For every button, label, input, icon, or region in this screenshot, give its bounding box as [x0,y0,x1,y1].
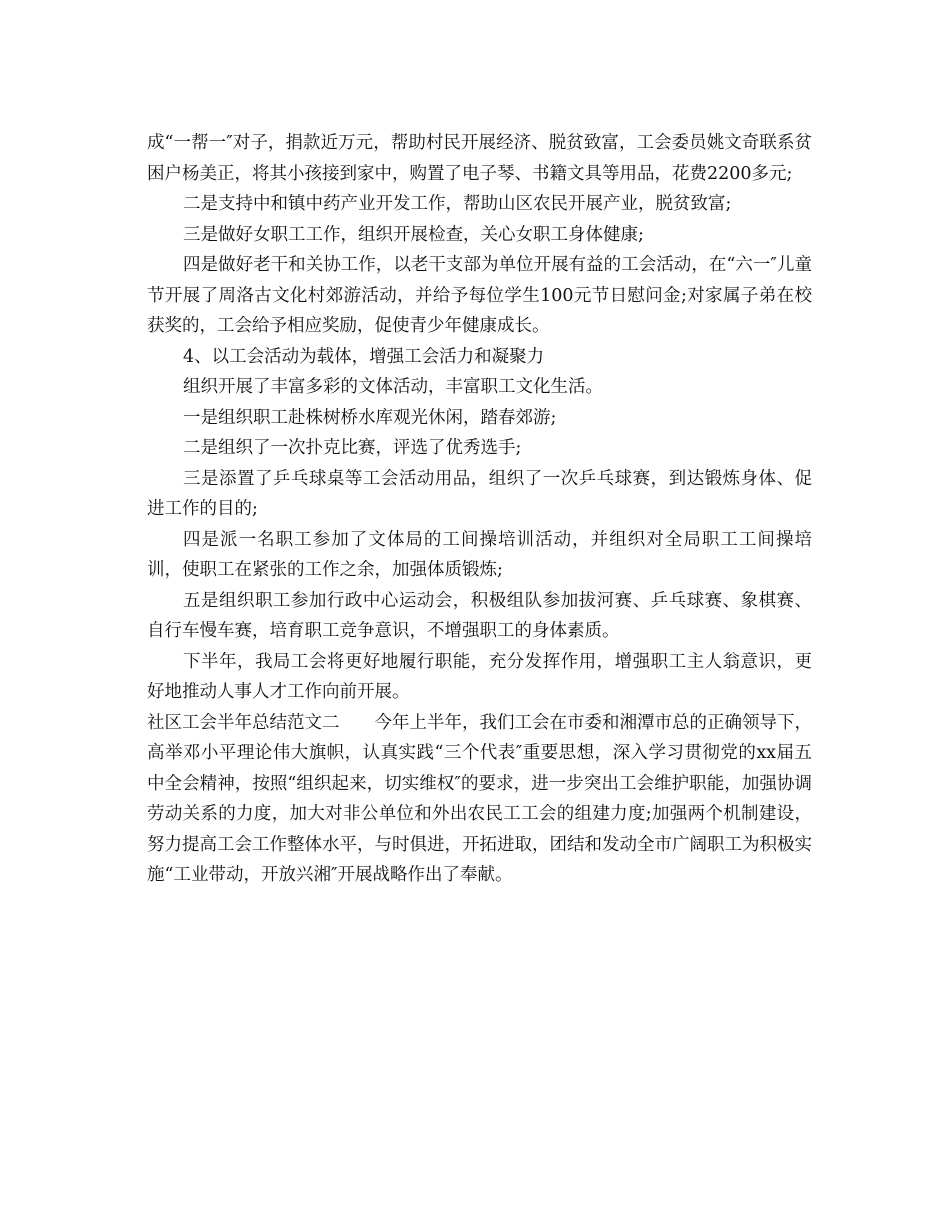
paragraph-12: 下半年，我局工会将更好地履行职能，充分发挥作用，增强职工主人翁意识，更好地推动人事人才工作向前开展。 [147,651,812,702]
paragraph-9: 三是添置了乒乓球桌等工会活动用品，组织了一次乒乓球赛，到达锻炼身体、促进工作的目的; [147,468,812,519]
paragraph-8: 二是组织了一次扑克比赛，评选了优秀选手; [183,438,522,458]
section-heading-4: 4、以工会活动为载体，增强工会活力和凝聚力 [183,346,545,367]
paragraph-13: 社区工会半年总结范文二 今年上半年，我们工会在市委和湘潭市总的正确领导下，高举邓小平理论伟大旗帜，认真实践“三个代表″重要思想，深入学习贯彻党的xx届五中全会精神，按照“组织起来，切实维权″的要求，进一步突出工会维护职能，加强协调劳动关系的力度，加大对非公单位和外出农民工工会的组建力度;加强两个机制建设，努力提高工会工作整体水平，与时俱进，开拓进取，团结和发动全市广阔职工为积极实施“工业带动，开放兴湘″开展战略作出了奉献。 [147,712,812,885]
document-body [147,128,812,891]
paragraph-7: 一是组织职工赴株树桥水库观光休闲，踏春郊游; [183,407,557,428]
paragraph-6: 组织开展了丰富多彩的文体活动，丰富职工文化生活。 [183,377,603,397]
paragraph-11: 五是组织职工参加行政中心运动会，积极组队参加拔河赛、乒乓球赛、象棋赛、自行车慢车赛，培育职工竞争意识，不增强职工的身体素质。 [147,590,812,641]
paragraph-2: 二是支持中和镇中药产业开发工作，帮助山区农民开展产业，脱贫致富; [183,194,732,214]
paragraph-3: 三是做好女职工工作，组织开展检查，关心女职工身体健康; [183,224,644,245]
paragraph-4: 四是做好老干和关协工作，以老干支部为单位开展有益的工会活动，在“六一″儿童节开展了周洛古文化村郊游活动，并给予每位学生100元节日慰问金;对家属子弟在校获奖的，工会给予相应奖励，促使青少年健康成长。 [147,255,812,336]
paragraph-1: 成“一帮一″对子，捐款近万元，帮助村民开展经济、脱贫致富，工会委员姚文奇联系贫困户杨美正，将其小孩接到家中，购置了电子琴、书籍文具等用品，花费2200多元; [147,133,812,184]
paragraph-10: 四是派一名职工参加了文体局的工间操培训活动，并组织对全局职工工间操培训，使职工在紧张的工作之余，加强体质锻炼; [147,529,812,580]
